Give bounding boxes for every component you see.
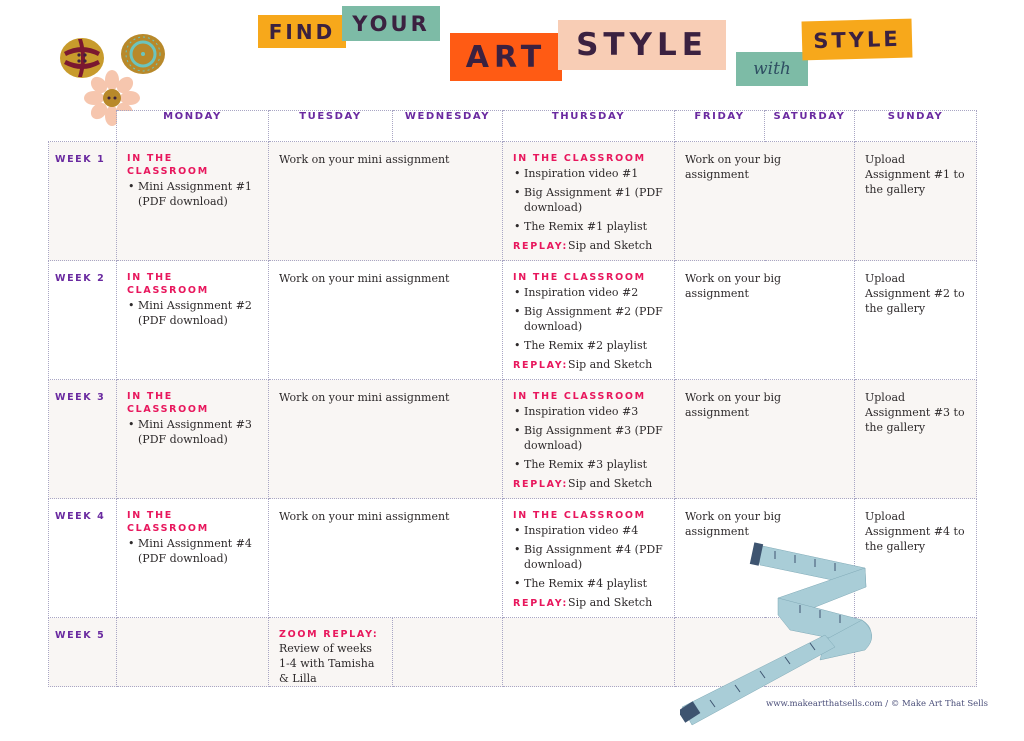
- tue-wed-cell: Work on your mini assignment: [279, 153, 450, 166]
- list-item: • Mini Assignment #3 (PDF download): [138, 417, 258, 447]
- replay-text: Sip and Sketch: [568, 239, 653, 252]
- fri-sat-cell: Work on your big assignment: [685, 391, 782, 419]
- day-header-saturday: SATURDAY: [765, 111, 855, 142]
- week-label: WEEK 4: [55, 511, 106, 522]
- list-item: • The Remix #1 playlist: [524, 219, 664, 234]
- day-header-wednesday: WEDNESDAY: [393, 111, 503, 142]
- list-item: • The Remix #4 playlist: [524, 576, 664, 591]
- tue-wed-cell: Work on your mini assignment: [279, 272, 450, 285]
- list-item: • Big Assignment #4 (PDF download): [524, 542, 664, 572]
- header-corner: [49, 111, 117, 142]
- day-header-friday: FRIDAY: [675, 111, 765, 142]
- list-item: • Mini Assignment #1 (PDF download): [138, 179, 258, 209]
- replay-label: REPLAY:: [513, 241, 569, 252]
- title-word-style-small: STYLE: [802, 19, 913, 61]
- title-word-find: FIND: [258, 15, 346, 48]
- tuesday-cell: [269, 618, 392, 686]
- sunday-cell: Upload Assignment #4 to the gallery: [865, 510, 965, 553]
- monday-cell: [117, 380, 268, 447]
- week-label: WEEK 3: [55, 392, 106, 403]
- monday-cell: [117, 142, 268, 209]
- list-item: • Inspiration video #1: [524, 166, 664, 181]
- classroom-label: IN THE CLASSROOM: [513, 391, 646, 402]
- week-label: WEEK 2: [55, 273, 106, 284]
- footer-credit: www.makeartthatsells.com / © Make Art That Sells: [766, 699, 989, 709]
- list-item: • Inspiration video #2: [524, 285, 664, 300]
- fri-sat-cell: Work on your big assignment: [685, 510, 782, 538]
- week-label: WEEK 5: [55, 630, 106, 641]
- classroom-label: IN THE CLASSROOM: [513, 153, 646, 164]
- list-item: • Mini Assignment #2 (PDF download): [138, 298, 258, 328]
- title-word-style: STYLE: [558, 20, 726, 70]
- replay-label: REPLAY:: [513, 479, 569, 490]
- list-item: • The Remix #2 playlist: [524, 338, 664, 353]
- thursday-cell: [503, 618, 675, 687]
- wednesday-cell: [393, 618, 503, 687]
- title-word-your: YOUR: [342, 6, 440, 41]
- list-item: • Mini Assignment #4 (PDF download): [138, 536, 258, 566]
- day-header-tuesday: TUESDAY: [269, 111, 393, 142]
- title-word-with: with: [736, 52, 808, 86]
- list-item: • The Remix #3 playlist: [524, 457, 664, 472]
- classroom-label: IN THE CLASSROOM: [513, 272, 646, 283]
- classroom-label: IN THE CLASSROOM: [127, 391, 209, 415]
- replay-label: REPLAY:: [513, 598, 569, 609]
- fri-sat-cell: Work on your big assignment: [685, 272, 782, 300]
- table-row-week-3: [49, 380, 977, 499]
- replay-text: Sip and Sketch: [568, 358, 653, 371]
- thursday-cell: [503, 380, 674, 492]
- replay-label: REPLAY:: [513, 360, 569, 371]
- tue-wed-cell: Work on your mini assignment: [279, 510, 450, 523]
- sunday-cell: Upload Assignment #3 to the gallery: [865, 391, 965, 434]
- list-item: • Big Assignment #2 (PDF download): [524, 304, 664, 334]
- classroom-label: IN THE CLASSROOM: [513, 510, 646, 521]
- day-header-monday: MONDAY: [117, 111, 269, 142]
- list-item: • Big Assignment #3 (PDF download): [524, 423, 664, 453]
- list-item: • Big Assignment #1 (PDF download): [524, 185, 664, 215]
- week-label: WEEK 1: [55, 154, 106, 165]
- sunday-cell: Upload Assignment #1 to the gallery: [865, 153, 965, 196]
- table-row-week-2: [49, 261, 977, 380]
- day-header-sunday: SUNDAY: [855, 111, 977, 142]
- monday-cell: [117, 499, 268, 566]
- table-row-week-1: [49, 142, 977, 261]
- monday-cell: [117, 618, 269, 687]
- button-teal-icon: [120, 33, 166, 75]
- sunday-cell: Upload Assignment #2 to the gallery: [865, 272, 965, 315]
- classroom-label: IN THE CLASSROOM: [127, 272, 209, 296]
- replay-text: Sip and Sketch: [568, 477, 653, 490]
- zoom-replay-text: Review of weeks 1-4 with Tamisha & Lilla: [279, 642, 375, 685]
- fri-sat-cell: Work on your big assignment: [685, 153, 782, 181]
- thursday-cell: [503, 499, 674, 611]
- zoom-replay-label: ZOOM REPLAY:: [279, 629, 379, 640]
- replay-text: Sip and Sketch: [568, 596, 653, 609]
- monday-cell: [117, 261, 268, 328]
- thursday-cell: [503, 142, 674, 254]
- title-word-art: ART: [450, 33, 562, 81]
- thursday-cell: [503, 261, 674, 373]
- day-header-thursday: THURSDAY: [503, 111, 675, 142]
- classroom-label: IN THE CLASSROOM: [127, 153, 209, 177]
- tue-wed-cell: Work on your mini assignment: [279, 391, 450, 404]
- list-item: • Inspiration video #3: [524, 404, 664, 419]
- list-item: • Inspiration video #4: [524, 523, 664, 538]
- classroom-label: IN THE CLASSROOM: [127, 510, 209, 534]
